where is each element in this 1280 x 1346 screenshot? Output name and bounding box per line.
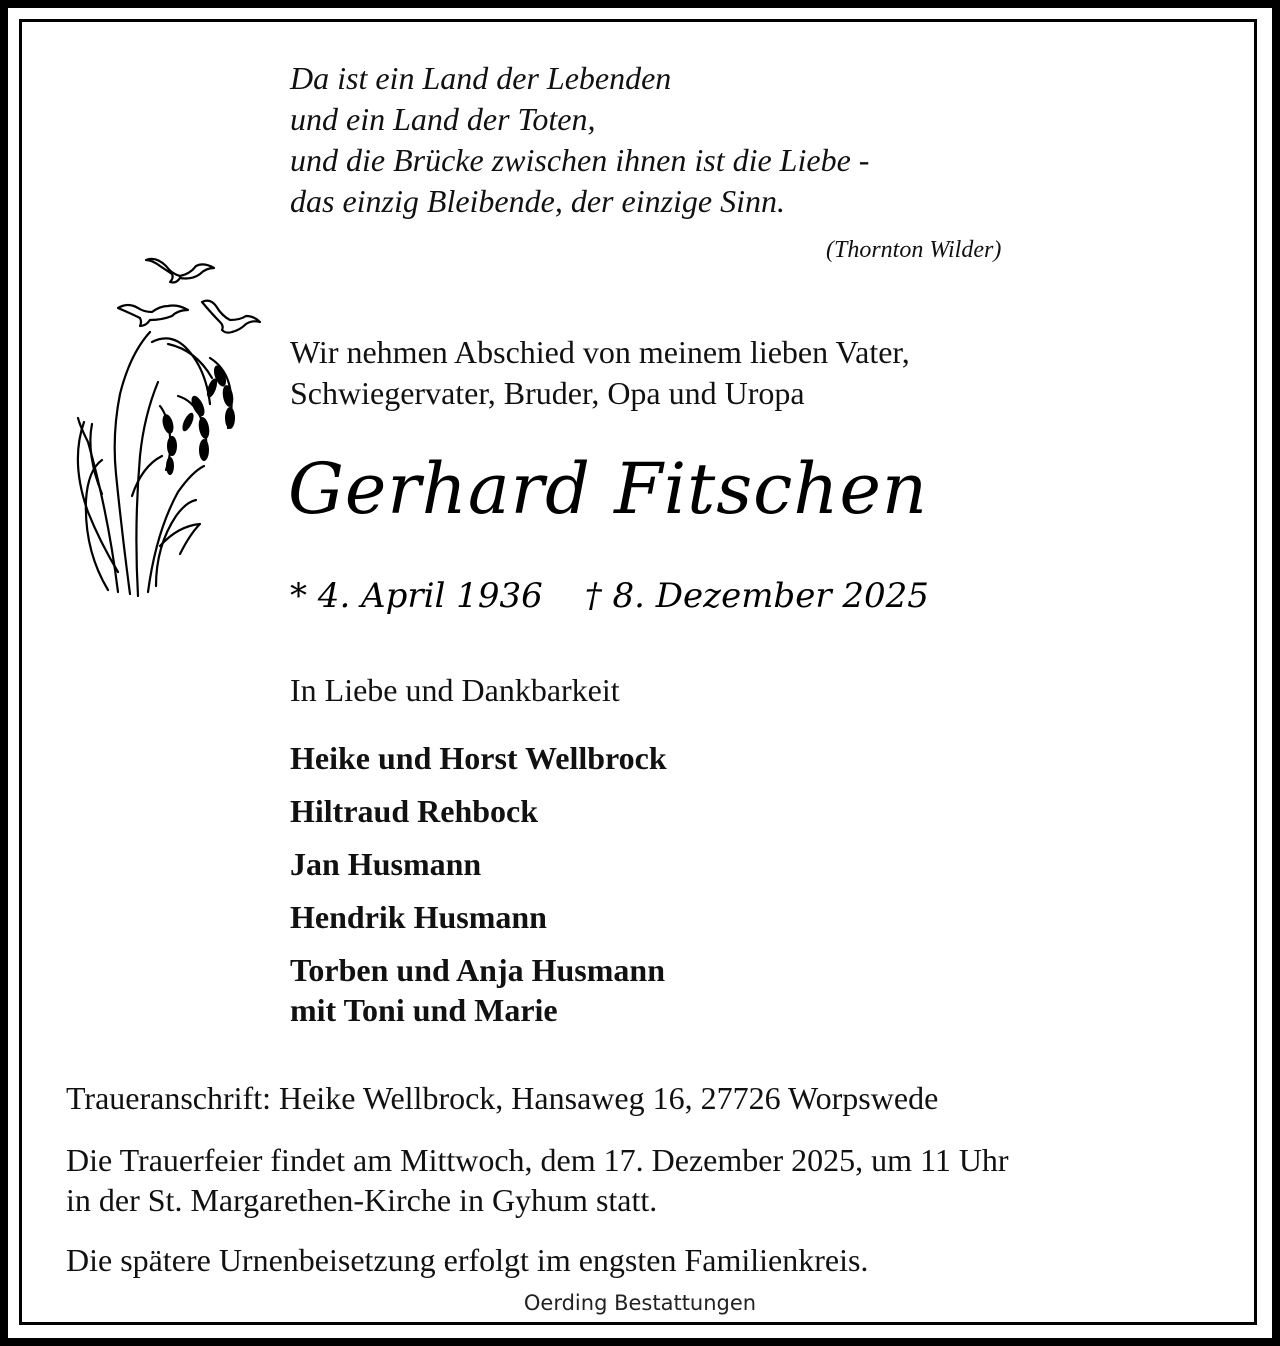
mourners-list (290, 738, 667, 1030)
service-line: in der St. Margarethen-Kirche in Gyhum statt. (66, 1182, 658, 1218)
intro-line: Schwiegervater, Bruder, Opa und Uropa (290, 375, 805, 411)
quote-line: und die Brücke zwischen ihnen ist die Liebe - (290, 142, 870, 178)
mourner-name: mit Toni und Marie (290, 992, 558, 1028)
intro-line: Wir nehmen Abschied von meinem lieben Vater, (290, 334, 910, 370)
farewell-intro (290, 332, 910, 414)
epigraph-quote (290, 58, 869, 222)
burial-info: Die spätere Urnenbeisetzung erfolgt im engsten Familienkreis. (66, 1242, 869, 1278)
reeds-and-birds-icon (60, 246, 270, 606)
quote-line: Da ist ein Land der Lebenden (290, 60, 672, 96)
quote-line: und ein Land der Toten, (290, 101, 596, 137)
obituary-notice (8, 8, 1272, 1338)
death-date: † 8. Dezember 2025 (584, 576, 929, 616)
mourner-name: Hendrik Husmann (290, 899, 547, 935)
quote-line: das einzig Bleibende, der einzige Sinn. (290, 183, 786, 219)
closing-phrase: In Liebe und Dankbarkeit (290, 672, 620, 708)
mourner-name: Jan Husmann (290, 846, 482, 882)
mourning-address: Traueranschrift: Heike Wellbrock, Hansaweg 16, 27726 Worpswede (66, 1080, 939, 1116)
life-dates (290, 574, 929, 618)
deceased-name: Gerhard Fitschen (288, 448, 928, 530)
mourner-name: Torben und Anja Husmann (290, 952, 665, 988)
service-line: Die Trauerfeier findet am Mittwoch, dem 17. Dezember 2025, um 11 Uhr (66, 1142, 1009, 1178)
funeral-service-info (66, 1140, 1009, 1220)
mourner-name: Hiltraud Rehbock (290, 793, 539, 829)
quote-author: (Thornton Wilder) (826, 237, 1002, 263)
undertaker-name: Oerding Bestattungen (523, 1291, 757, 1315)
birth-date: * 4. April 1936 (290, 576, 543, 616)
mourner-name: Heike und Horst Wellbrock (290, 740, 667, 776)
